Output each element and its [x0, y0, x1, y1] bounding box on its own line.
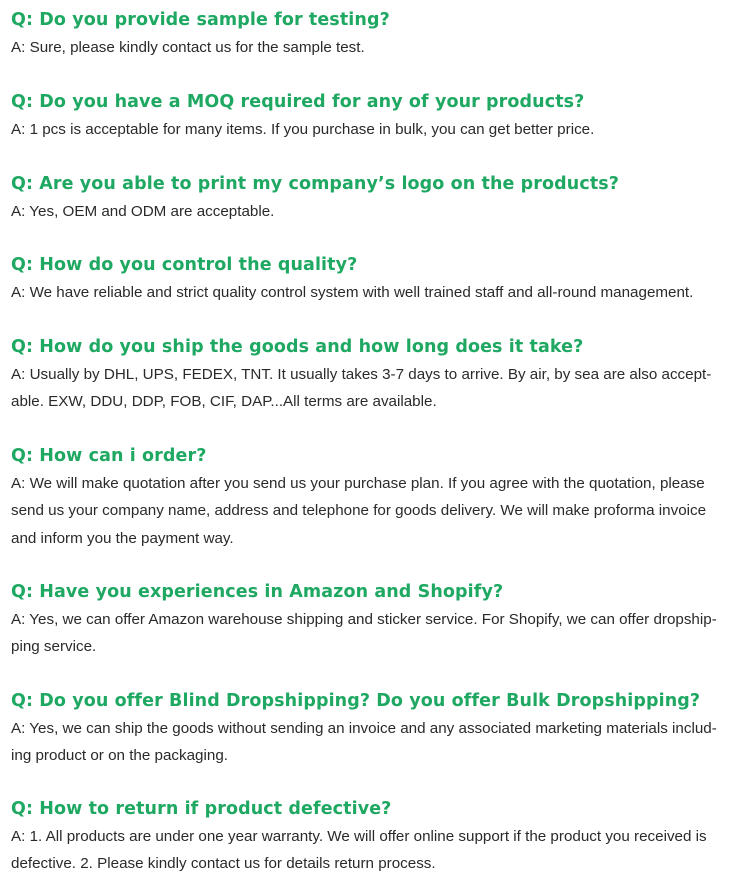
faq-item: [11, 579, 743, 661]
faq-item: [11, 89, 743, 143]
faq-question: Q: How do you ship the goods and how long does it take?: [11, 337, 584, 357]
faq-question: Q: Are you able to print my company’s logo on the products?: [11, 174, 620, 194]
faq-question: Q: How to return if product defective?: [11, 799, 392, 819]
faq-item: [11, 688, 743, 770]
faq-answer-line: A: Yes, OEM and ODM are acceptable.: [11, 203, 275, 220]
faq-question: Q: How can i order?: [11, 446, 207, 466]
faq-answer-line: defective. 2. Please kindly contact us for details return process.: [11, 855, 436, 873]
faq-answer-line: able. EXW, DDU, DDP, FOB, CIF, DAP...All terms are available.: [11, 393, 437, 411]
faq-answer: [11, 279, 743, 306]
faq-answer: [11, 361, 743, 416]
faq-answer: [11, 470, 743, 552]
faq-answer: [11, 823, 743, 878]
faq-item: [11, 171, 743, 225]
faq-answer-line: A: Yes, we can offer Amazon warehouse shipping and sticker service. For Shopify, we can offer dropship-: [11, 611, 717, 628]
faq-answer-line: A: 1 pcs is acceptable for many items. If you purchase in bulk, you can get better price.: [11, 121, 595, 138]
faq-answer-line: send us your company name, address and telephone for goods delivery. We will make proforma invoice: [11, 502, 707, 520]
faq-item: [11, 252, 743, 306]
faq-answer: [11, 606, 743, 661]
faq-answer-line: ing product or on the packaging.: [11, 747, 228, 765]
faq-answer-line: A: We will make quotation after you send us your purchase plan. If you agree with the quotation, please: [11, 475, 705, 492]
faq-answer-line: A: Usually by DHL, UPS, FEDEX, TNT. It usually takes 3-7 days to arrive. By air, by sea are also accept-: [11, 366, 712, 383]
faq-item: [11, 443, 743, 552]
faq-question: Q: Do you provide sample for testing?: [11, 10, 390, 30]
faq-answer: [11, 34, 743, 61]
faq-answer-line: A: Yes, we can ship the goods without sending an invoice and any associated marketing materials includ-: [11, 720, 717, 737]
faq-answer: [11, 715, 743, 770]
faq-answer-line: A: Sure, please kindly contact us for the sample test.: [11, 39, 365, 56]
faq-question: Q: Do you have a MOQ required for any of your products?: [11, 92, 585, 112]
faq-answer-line: ping service.: [11, 638, 97, 656]
faq-question: Q: Have you experiences in Amazon and Shopify?: [11, 582, 504, 602]
faq-question: Q: How do you control the quality?: [11, 255, 358, 275]
faq-item: [11, 796, 743, 878]
faq-answer-line: and inform you the payment way.: [11, 529, 234, 547]
faq-answer: [11, 116, 743, 143]
faq-item: [11, 7, 743, 61]
faq-answer: [11, 198, 743, 225]
faq-question: Q: Do you offer Blind Dropshipping? Do you offer Bulk Dropshipping?: [11, 691, 701, 711]
faq-answer-line: A: We have reliable and strict quality control system with well trained staff and all-round management.: [11, 284, 694, 301]
faq-item: [11, 334, 743, 416]
faq-answer-line: A: 1. All products are under one year warranty. We will offer online support if the product you received is: [11, 828, 707, 845]
